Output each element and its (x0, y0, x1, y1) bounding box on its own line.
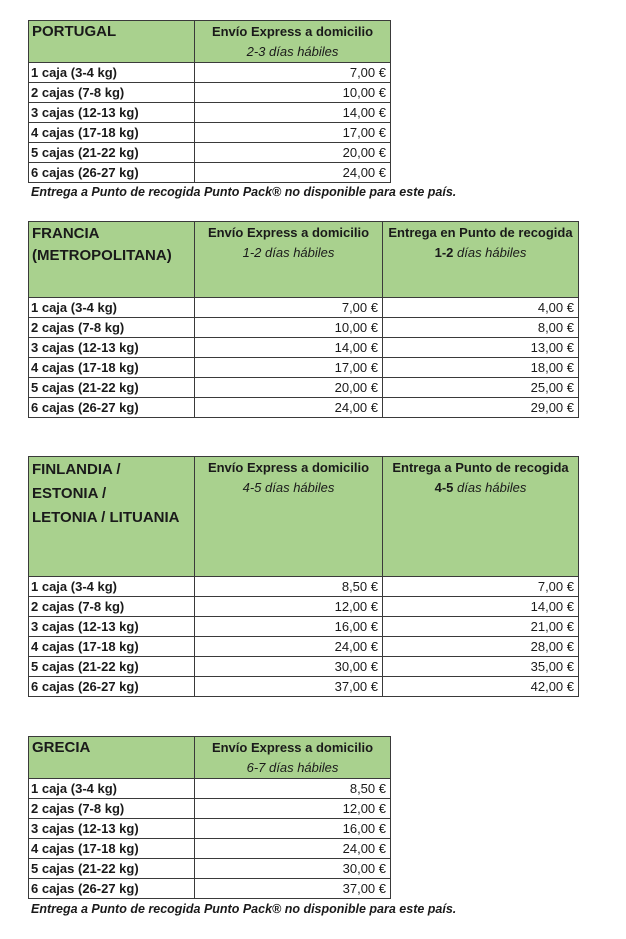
grecia-note: Entrega a Punto de recogida Punto Pack® no disponible para este país. (31, 902, 457, 916)
country-name: GRECIA (29, 737, 195, 779)
baltics-header-row (29, 457, 579, 577)
express-label: Envío Express a domicilio (207, 225, 370, 240)
country-line-2: (METROPOLITANA) (32, 247, 172, 264)
express-service-header (195, 457, 383, 577)
express-price-cell: 8,50 € (195, 577, 383, 597)
table-row (29, 83, 391, 103)
pickup-price-cell: 8,00 € (383, 318, 579, 338)
francia-header-row (29, 222, 579, 298)
pickup-price-cell: 4,00 € (383, 298, 579, 318)
express-price-cell: 7,00 € (195, 63, 391, 83)
pickup-price-cell: 28,00 € (383, 637, 579, 657)
box-size-cell: 6 cajas (26-27 kg) (29, 398, 195, 418)
grecia-rate-table (28, 736, 391, 899)
table-row (29, 617, 579, 637)
box-size-cell: 2 cajas (7-8 kg) (29, 318, 195, 338)
country-name (29, 457, 195, 577)
box-size-cell: 4 cajas (17-18 kg) (29, 123, 195, 143)
table-row (29, 358, 579, 378)
box-size-cell: 1 caja (3-4 kg) (29, 63, 195, 83)
table-row (29, 779, 391, 799)
express-days: 1-2 días hábiles (242, 245, 335, 260)
table-row (29, 378, 579, 398)
table-row (29, 298, 579, 318)
express-price-cell: 24,00 € (195, 839, 391, 859)
express-days: 2-3 días hábiles (246, 44, 339, 59)
box-size-cell: 5 cajas (21-22 kg) (29, 378, 195, 398)
box-size-cell: 1 caja (3-4 kg) (29, 779, 195, 799)
pickup-label: Entrega en Punto de recogida (388, 225, 573, 240)
portugal-header-row (29, 21, 391, 63)
express-label: Envío Express a domicilio (211, 24, 374, 39)
pickup-price-cell: 18,00 € (383, 358, 579, 378)
box-size-cell: 6 cajas (26-27 kg) (29, 879, 195, 899)
express-price-cell: 7,00 € (195, 298, 383, 318)
express-price-cell: 17,00 € (195, 123, 391, 143)
table-row (29, 677, 579, 697)
pickup-days: 1-2 días hábiles (434, 245, 527, 260)
table-row (29, 859, 391, 879)
box-size-cell: 1 caja (3-4 kg) (29, 577, 195, 597)
box-size-cell: 2 cajas (7-8 kg) (29, 799, 195, 819)
table-row (29, 123, 391, 143)
express-price-cell: 24,00 € (195, 398, 383, 418)
box-size-cell: 6 cajas (26-27 kg) (29, 677, 195, 697)
table-row (29, 163, 391, 183)
table-row (29, 398, 579, 418)
express-price-cell: 10,00 € (195, 83, 391, 103)
express-days: 6-7 días hábiles (246, 760, 339, 775)
express-price-cell: 24,00 € (195, 163, 391, 183)
express-price-cell: 16,00 € (195, 819, 391, 839)
express-price-cell: 20,00 € (195, 143, 391, 163)
box-size-cell: 4 cajas (17-18 kg) (29, 637, 195, 657)
express-price-cell: 10,00 € (195, 318, 383, 338)
pickup-price-cell: 13,00 € (383, 338, 579, 358)
box-size-cell: 4 cajas (17-18 kg) (29, 358, 195, 378)
express-price-cell: 16,00 € (195, 617, 383, 637)
table-row (29, 839, 391, 859)
country-line-2: LETONIA / LITUANIA (32, 509, 180, 526)
express-price-cell: 37,00 € (195, 879, 391, 899)
express-service-header (195, 737, 391, 779)
portugal-rate-table (28, 20, 391, 183)
box-size-cell: 2 cajas (7-8 kg) (29, 597, 195, 617)
box-size-cell: 3 cajas (12-13 kg) (29, 617, 195, 637)
express-service-header (195, 21, 391, 63)
table-row (29, 597, 579, 617)
country-line-1: FRANCIA (32, 225, 100, 242)
portugal-note: Entrega a Punto de recogida Punto Pack® no disponible para este país. (31, 185, 457, 199)
pickup-price-cell: 14,00 € (383, 597, 579, 617)
pickup-price-cell: 29,00 € (383, 398, 579, 418)
express-price-cell: 12,00 € (195, 799, 391, 819)
pickup-service-header (383, 222, 579, 298)
express-price-cell: 37,00 € (195, 677, 383, 697)
pickup-price-cell: 35,00 € (383, 657, 579, 677)
express-price-cell: 30,00 € (195, 657, 383, 677)
pickup-service-header (383, 457, 579, 577)
express-price-cell: 24,00 € (195, 637, 383, 657)
country-name: PORTUGAL (29, 21, 195, 63)
country-name (29, 222, 195, 298)
table-row (29, 338, 579, 358)
express-price-cell: 14,00 € (195, 338, 383, 358)
pickup-price-cell: 25,00 € (383, 378, 579, 398)
express-price-cell: 8,50 € (195, 779, 391, 799)
express-price-cell: 17,00 € (195, 358, 383, 378)
pickup-price-cell: 42,00 € (383, 677, 579, 697)
express-price-cell: 20,00 € (195, 378, 383, 398)
table-row (29, 577, 579, 597)
box-size-cell: 1 caja (3-4 kg) (29, 298, 195, 318)
express-price-cell: 14,00 € (195, 103, 391, 123)
baltics-rate-table (28, 456, 579, 697)
table-row (29, 879, 391, 899)
table-row (29, 318, 579, 338)
francia-rate-table (28, 221, 579, 418)
box-size-cell: 3 cajas (12-13 kg) (29, 103, 195, 123)
box-size-cell: 5 cajas (21-22 kg) (29, 859, 195, 879)
table-row (29, 103, 391, 123)
table-row (29, 63, 391, 83)
box-size-cell: 5 cajas (21-22 kg) (29, 657, 195, 677)
pickup-label: Entrega a Punto de recogida (392, 460, 569, 475)
pickup-days: 4-5 días hábiles (434, 480, 527, 495)
express-price-cell: 12,00 € (195, 597, 383, 617)
box-size-cell: 2 cajas (7-8 kg) (29, 83, 195, 103)
express-label: Envío Express a domicilio (207, 460, 370, 475)
express-service-header (195, 222, 383, 298)
table-row (29, 819, 391, 839)
express-price-cell: 30,00 € (195, 859, 391, 879)
table-row (29, 637, 579, 657)
box-size-cell: 4 cajas (17-18 kg) (29, 839, 195, 859)
grecia-header-row (29, 737, 391, 779)
country-line-1: FINLANDIA / ESTONIA / (32, 461, 121, 502)
table-row (29, 143, 391, 163)
pickup-price-cell: 7,00 € (383, 577, 579, 597)
express-days: 4-5 días hábiles (242, 480, 335, 495)
table-row (29, 799, 391, 819)
table-row (29, 657, 579, 677)
box-size-cell: 3 cajas (12-13 kg) (29, 819, 195, 839)
express-label: Envío Express a domicilio (211, 740, 374, 755)
pickup-price-cell: 21,00 € (383, 617, 579, 637)
box-size-cell: 6 cajas (26-27 kg) (29, 163, 195, 183)
box-size-cell: 5 cajas (21-22 kg) (29, 143, 195, 163)
box-size-cell: 3 cajas (12-13 kg) (29, 338, 195, 358)
